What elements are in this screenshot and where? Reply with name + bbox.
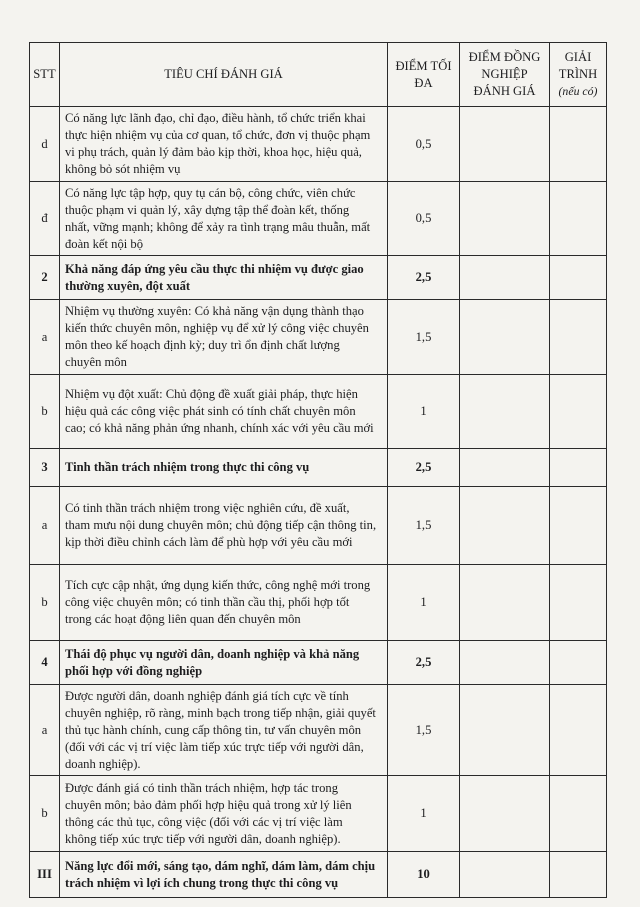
criteria-line: (đối với các vị trí việc làm tiếp xúc trực tiếp với người dân, bbox=[65, 739, 364, 754]
criteria-line: hiệu quả các công việc phát sinh có tính chất chuyên môn bbox=[65, 404, 356, 418]
header-explanation-line: GIẢI bbox=[564, 50, 592, 64]
evaluation-table bbox=[29, 42, 607, 898]
criteria-line: trách nhiệm vì lợi ích chung trong thực thi công vụ bbox=[65, 875, 339, 890]
row-criteria bbox=[60, 449, 388, 487]
criteria-line: Khả năng đáp ứng yêu cầu thực thi nhiệm vụ được giao bbox=[65, 261, 364, 276]
table-row bbox=[30, 776, 607, 852]
header-max-score-line: ĐIỂM TỐI bbox=[395, 58, 452, 73]
criteria-line: Năng lực đổi mới, sáng tạo, dám nghĩ, dám làm, dám chịu bbox=[65, 858, 376, 873]
criteria-line: kịp thời điều chỉnh cách làm để phù hợp với yêu cầu mới bbox=[65, 535, 353, 549]
criteria-line: Có tinh thần trách nhiệm trong việc nghiên cứu, đề xuất, bbox=[65, 501, 350, 515]
row-criteria bbox=[60, 852, 388, 898]
row-max-score: 1 bbox=[388, 565, 460, 641]
row-stt: a bbox=[30, 487, 60, 565]
criteria-line: đoàn kết nội bộ bbox=[65, 236, 143, 251]
row-explanation-cell[interactable] bbox=[550, 449, 607, 487]
header-peer-score-line: NGHIỆP bbox=[481, 67, 528, 81]
row-peer-score-cell[interactable] bbox=[460, 300, 550, 375]
row-criteria bbox=[60, 641, 388, 685]
table-row bbox=[30, 300, 607, 375]
row-max-score: 2,5 bbox=[388, 449, 460, 487]
row-stt: a bbox=[30, 300, 60, 375]
row-explanation-cell[interactable] bbox=[550, 776, 607, 852]
row-criteria bbox=[60, 776, 388, 852]
header-max-score bbox=[388, 43, 460, 107]
row-max-score: 1,5 bbox=[388, 685, 460, 776]
table-row bbox=[30, 182, 607, 256]
table-row bbox=[30, 107, 607, 182]
table-row bbox=[30, 565, 607, 641]
row-peer-score-cell[interactable] bbox=[460, 182, 550, 256]
criteria-line: thường xuyên, đột xuất bbox=[65, 278, 191, 293]
row-peer-score-cell[interactable] bbox=[460, 449, 550, 487]
header-explanation bbox=[550, 43, 607, 107]
row-max-score: 1 bbox=[388, 776, 460, 852]
row-peer-score-cell[interactable] bbox=[460, 685, 550, 776]
criteria-line: cao; có khả năng phản ứng nhanh, chính xác với yêu cầu mới bbox=[65, 421, 374, 435]
criteria-line: chuyên môn bbox=[65, 355, 127, 369]
criteria-line: trong các hoạt động liên quan đến chuyên môn bbox=[65, 612, 301, 626]
row-explanation-cell[interactable] bbox=[550, 375, 607, 449]
row-stt: b bbox=[30, 776, 60, 852]
row-explanation-cell[interactable] bbox=[550, 685, 607, 776]
row-stt: đ bbox=[30, 182, 60, 256]
row-explanation-cell[interactable] bbox=[550, 641, 607, 685]
row-criteria bbox=[60, 300, 388, 375]
criteria-line: kiến thức chuyên môn, nghiệp vụ để xử lý công việc chuyên bbox=[65, 321, 369, 335]
table-row bbox=[30, 641, 607, 685]
row-max-score: 0,5 bbox=[388, 182, 460, 256]
criteria-line: Có năng lực lãnh đạo, chỉ đạo, điều hành, tổ chức triển khai bbox=[65, 111, 366, 125]
row-criteria bbox=[60, 565, 388, 641]
criteria-line: không tiếp xúc trực tiếp với người dân, doanh nghiệp). bbox=[65, 831, 341, 846]
criteria-line: môn theo kế hoạch định kỳ; duy trì ổn định chất lượng bbox=[65, 338, 340, 352]
table-row bbox=[30, 685, 607, 776]
table-row bbox=[30, 487, 607, 565]
row-stt: III bbox=[30, 852, 60, 898]
criteria-line: vi phụ trách, quản lý đảm bảo kịp thời, khoa học, hiệu quả, bbox=[65, 145, 362, 159]
row-stt: 2 bbox=[30, 256, 60, 300]
header-peer-score-line: ĐIỂM ĐỒNG bbox=[468, 50, 541, 64]
criteria-line: doanh nghiệp). bbox=[65, 756, 141, 771]
row-peer-score-cell[interactable] bbox=[460, 375, 550, 449]
row-max-score: 1,5 bbox=[388, 300, 460, 375]
header-explanation-line: TRÌNH bbox=[558, 67, 598, 81]
row-max-score: 2,5 bbox=[388, 641, 460, 685]
criteria-line: Được đánh giá có tinh thần trách nhiệm, hợp tác trong bbox=[65, 780, 338, 795]
table-row bbox=[30, 852, 607, 898]
criteria-line: thủ tục hành chính, cung cấp thông tin, tư vấn chuyên môn bbox=[65, 722, 362, 737]
row-peer-score-cell[interactable] bbox=[460, 256, 550, 300]
header-peer-score-line: ĐÁNH GIÁ bbox=[473, 84, 536, 98]
row-peer-score-cell[interactable] bbox=[460, 107, 550, 182]
criteria-line: phối hợp với đồng nghiệp bbox=[65, 663, 203, 678]
header-criteria: TIÊU CHÍ ĐÁNH GIÁ bbox=[60, 43, 388, 107]
header-max-score-line: ĐA bbox=[414, 75, 433, 90]
row-max-score: 1 bbox=[388, 375, 460, 449]
table-row bbox=[30, 449, 607, 487]
criteria-line: tham mưu nội dung chuyên môn; chủ động tiếp cận thông tin, bbox=[65, 518, 377, 532]
row-criteria bbox=[60, 487, 388, 565]
row-explanation-cell[interactable] bbox=[550, 107, 607, 182]
table-row bbox=[30, 256, 607, 300]
row-criteria bbox=[60, 685, 388, 776]
criteria-line: Thái độ phục vụ người dân, doanh nghiệp và khả năng bbox=[65, 646, 360, 661]
header-peer-score bbox=[460, 43, 550, 107]
header-explanation-note: (nếu có) bbox=[558, 84, 598, 98]
header-stt: STT bbox=[30, 43, 60, 107]
row-stt: d bbox=[30, 107, 60, 182]
table-row bbox=[30, 375, 607, 449]
criteria-line: nhất, vững mạnh; không để xảy ra tình trạng mâu thuẫn, mất bbox=[65, 219, 371, 234]
row-explanation-cell[interactable] bbox=[550, 182, 607, 256]
row-stt: 3 bbox=[30, 449, 60, 487]
criteria-line: thực hiện nhiệm vụ của cơ quan, tổ chức, đơn vị thuộc phạm bbox=[65, 128, 371, 142]
row-peer-score-cell[interactable] bbox=[460, 487, 550, 565]
header-row bbox=[30, 43, 607, 107]
row-peer-score-cell[interactable] bbox=[460, 852, 550, 898]
criteria-line: Nhiệm vụ đột xuất: Chủ động đề xuất giải pháp, thực hiện bbox=[65, 387, 358, 401]
row-stt: b bbox=[30, 565, 60, 641]
criteria-line: Được người dân, doanh nghiệp đánh giá tích cực về tính bbox=[65, 688, 349, 703]
criteria-line: không bỏ sót nhiệm vụ bbox=[65, 162, 181, 176]
row-explanation-cell[interactable] bbox=[550, 565, 607, 641]
criteria-line: thuộc phạm vi quản lý, xây dựng tập thể đoàn kết, thống bbox=[65, 202, 350, 217]
row-stt: a bbox=[30, 685, 60, 776]
criteria-line: Nhiệm vụ thường xuyên: Có khả năng vận dụng thành thạo bbox=[65, 304, 364, 318]
row-criteria bbox=[60, 107, 388, 182]
row-criteria bbox=[60, 375, 388, 449]
criteria-line: Tích cực cập nhật, ứng dụng kiến thức, công nghệ mới trong bbox=[65, 578, 371, 592]
criteria-line: Tinh thần trách nhiệm trong thực thi công vụ bbox=[65, 460, 310, 474]
criteria-line: thông các thủ tục, công việc (đối với các vị trí việc làm bbox=[65, 814, 343, 829]
row-criteria bbox=[60, 182, 388, 256]
criteria-line: Có năng lực tập hợp, quy tụ cán bộ, công chức, viên chức bbox=[65, 185, 356, 200]
row-max-score: 0,5 bbox=[388, 107, 460, 182]
row-peer-score-cell[interactable] bbox=[460, 776, 550, 852]
criteria-line: chuyên môn; bảo đảm phối hợp hiệu quả trong xử lý liên bbox=[65, 797, 352, 812]
criteria-line: công việc chuyên môn; có tinh thần cầu thị, phối hợp tốt bbox=[65, 595, 350, 609]
row-explanation-cell[interactable] bbox=[550, 487, 607, 565]
row-explanation-cell[interactable] bbox=[550, 256, 607, 300]
row-max-score: 10 bbox=[388, 852, 460, 898]
criteria-line: chuyên nghiệp, rõ ràng, minh bạch trong tiếp nhận, giải quyết bbox=[65, 705, 376, 720]
row-stt: 4 bbox=[30, 641, 60, 685]
row-peer-score-cell[interactable] bbox=[460, 641, 550, 685]
row-stt: b bbox=[30, 375, 60, 449]
row-max-score: 2,5 bbox=[388, 256, 460, 300]
row-criteria bbox=[60, 256, 388, 300]
row-explanation-cell[interactable] bbox=[550, 300, 607, 375]
row-explanation-cell[interactable] bbox=[550, 852, 607, 898]
row-peer-score-cell[interactable] bbox=[460, 565, 550, 641]
row-max-score: 1,5 bbox=[388, 487, 460, 565]
